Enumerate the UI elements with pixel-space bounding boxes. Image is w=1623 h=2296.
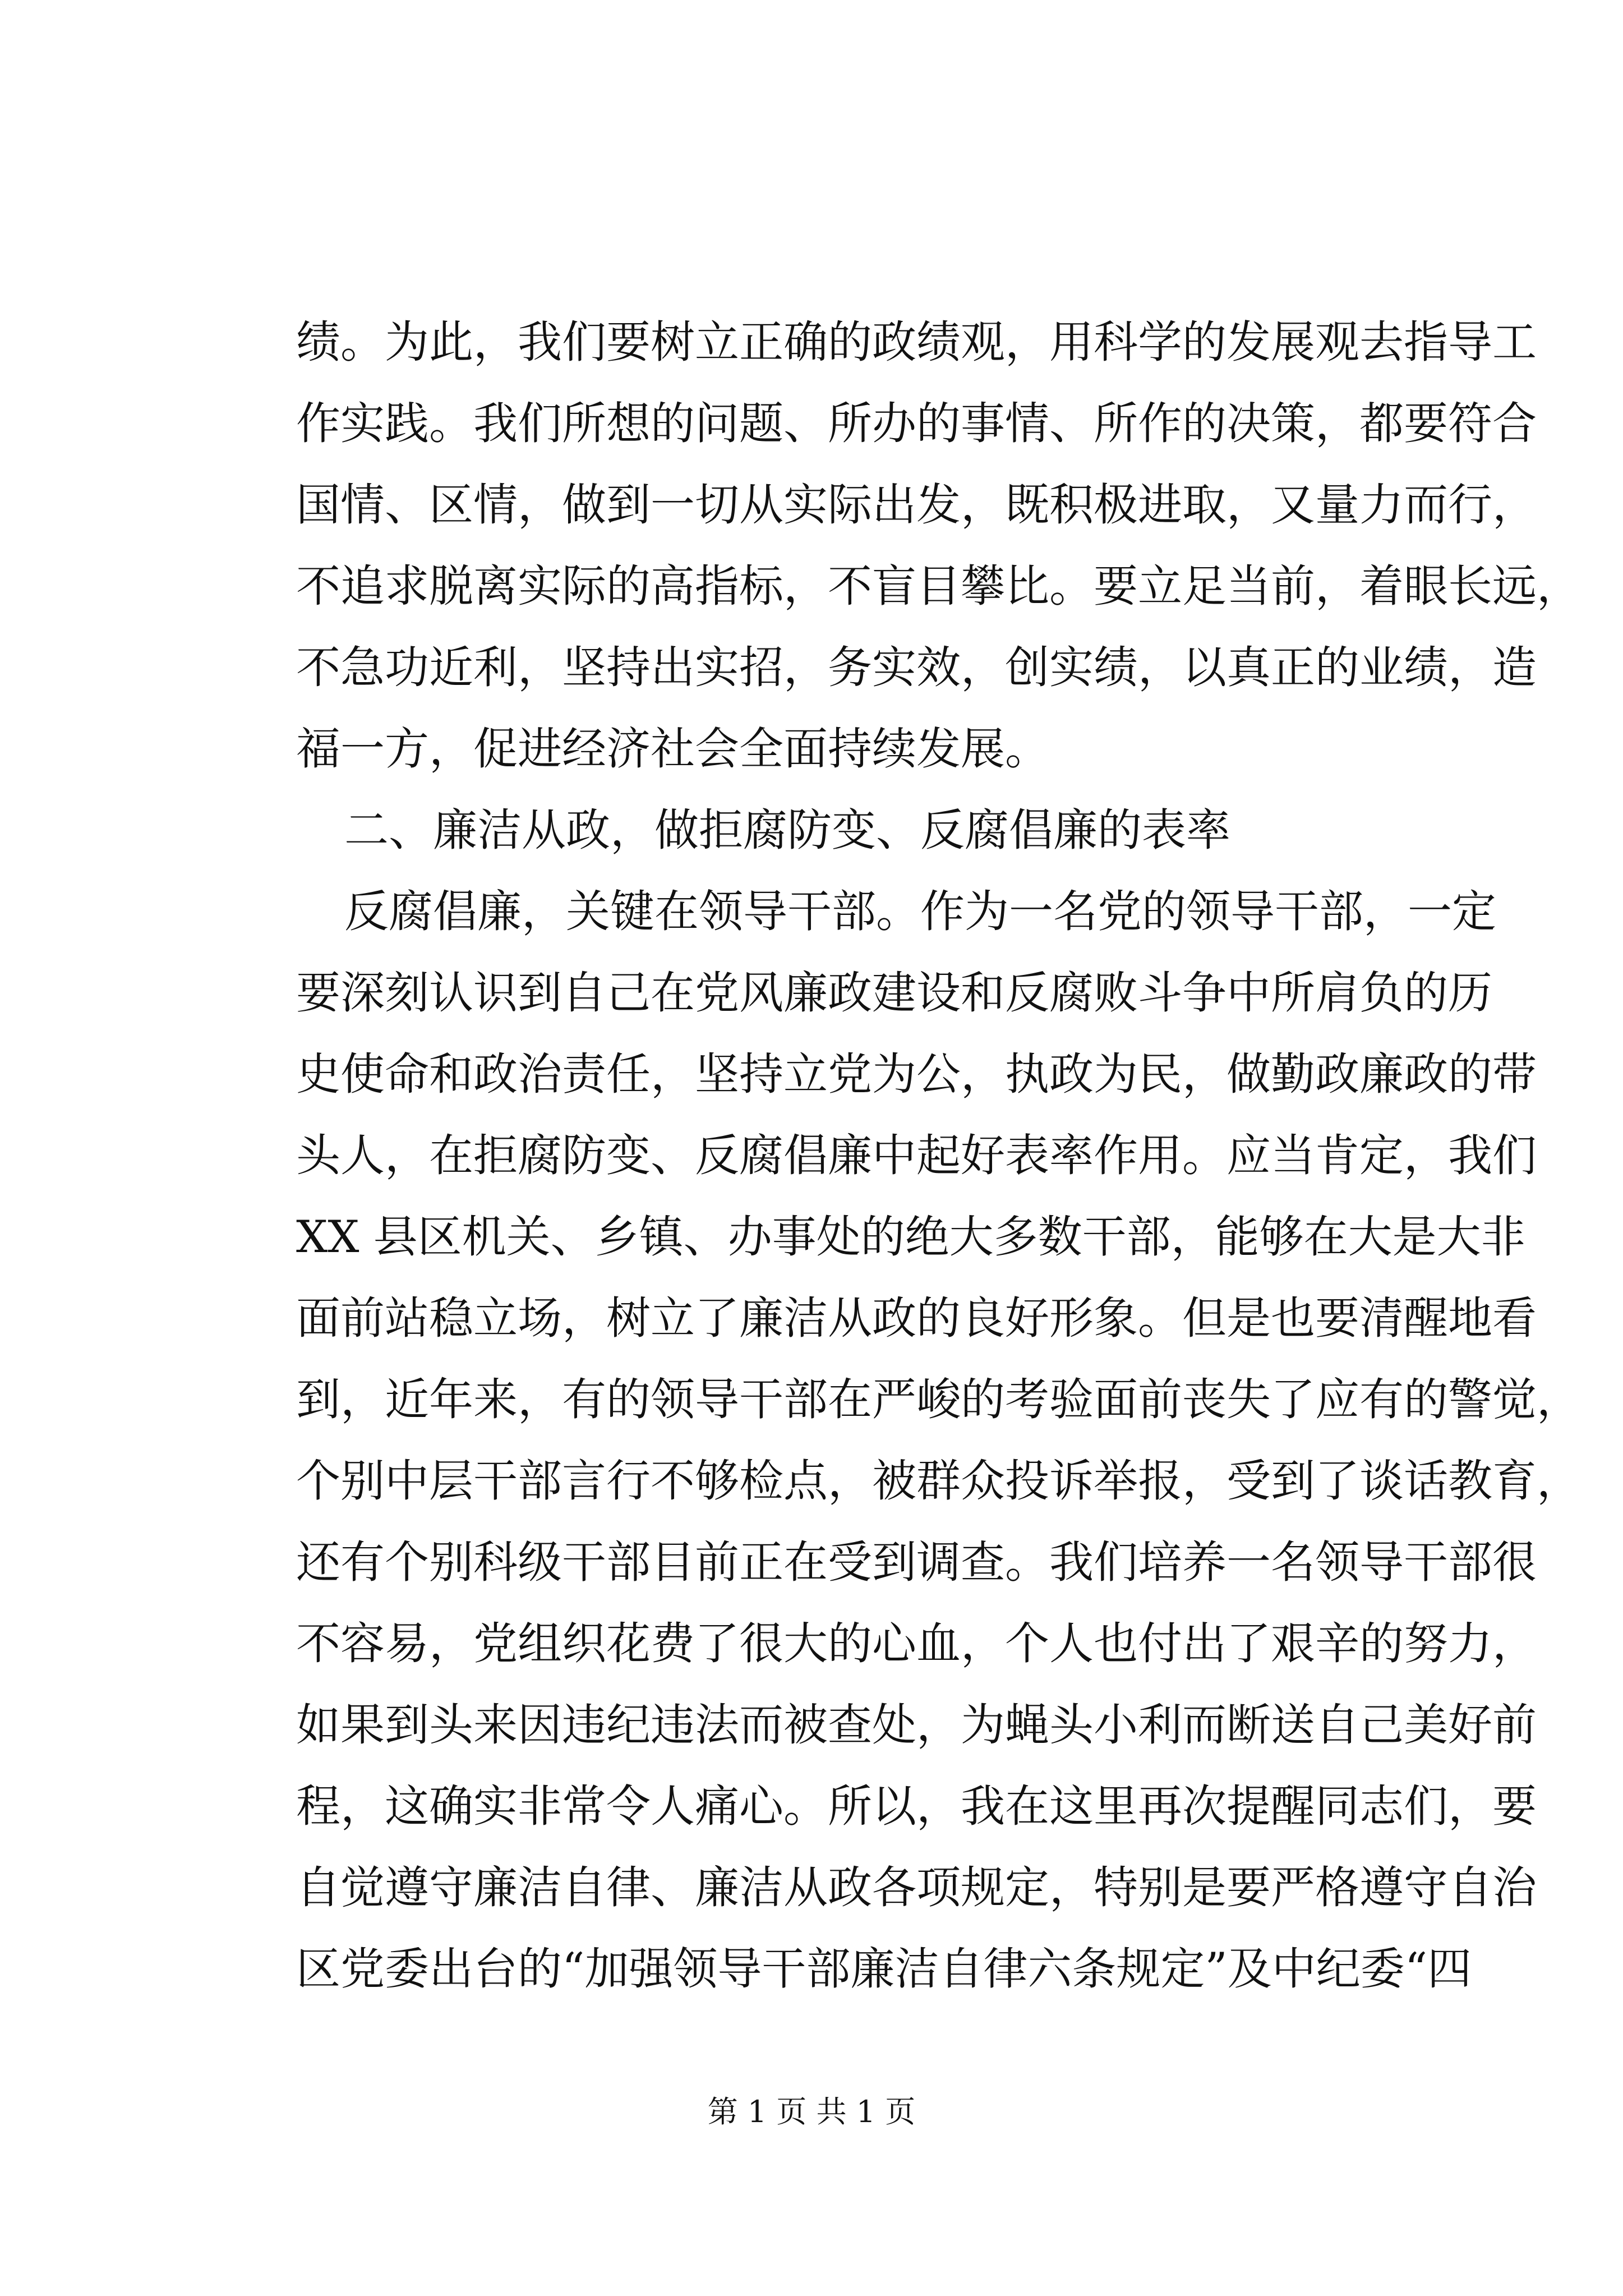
- text-line: 不容易，党组织花费了很大的心血，个人也付出了艰辛的努力，: [296, 1618, 1537, 1669]
- text-line: 如果到头来因违纪违法而被查处，为蝇头小利而断送自己美好前: [296, 1699, 1537, 1751]
- text-line: 反腐倡廉，关键在领导干部。作为一名党的领导干部，一定: [344, 886, 1496, 937]
- text-line: 自觉遵守廉洁自律、廉洁从政各项规定，特别是要严格遵守自治: [296, 1862, 1537, 1913]
- text-line: 要深刻认识到自己在党风廉政建设和反腐败斗争中所肩负的历: [296, 967, 1492, 1019]
- text-line: 作实践。我们所想的问题、所办的事情、所作的决策，都要符合: [296, 398, 1537, 449]
- text-line: 还有个别科级干部目前正在受到调查。我们培养一名领导干部很: [296, 1536, 1537, 1588]
- text-line: 史使命和政治责任，坚持立党为公，执政为民，做勤政廉政的带: [296, 1048, 1537, 1100]
- text-line: 头人，在拒腐防变、反腐倡廉中起好表率作用。应当肯定，我们: [296, 1130, 1537, 1181]
- text-line: XX 县区机关、乡镇、办事处的绝大多数干部，能够在大是大非: [296, 1211, 1525, 1263]
- text-line: 国情、区情，做到一切从实际出发，既积极进取，又量力而行，: [296, 479, 1537, 531]
- text-line: 区党委出台的“加强领导干部廉洁自律六条规定”及中纪委“四: [296, 1943, 1472, 1995]
- text-line: 程，这确实非常令人痛心。所以，我在这里再次提醒同志们，要: [296, 1780, 1537, 1832]
- text-line: 到，近年来，有的领导干部在严峻的考验面前丧失了应有的警觉，: [296, 1374, 1581, 1425]
- text-line: 福一方，促进经济社会全面持续发展。: [296, 723, 1049, 775]
- text-line: 不追求脱离实际的高指标，不盲目攀比。要立足当前，着眼长远，: [296, 560, 1581, 612]
- text-line: 不急功近利，坚持出实招，务实效，创实绩，以真正的业绩，造: [296, 642, 1537, 693]
- text-line: 个别中层干部言行不够检点，被群众投诉举报，受到了谈话教育，: [296, 1455, 1581, 1507]
- section-heading: 二、廉洁从政，做拒腐防变、反腐倡廉的表率: [344, 804, 1230, 856]
- page-footer: 第 1 页 共 1 页: [707, 2094, 916, 2129]
- text-line: 绩。为此，我们要树立正确的政绩观，用科学的发展观去指导工: [296, 316, 1537, 368]
- text-line: 面前站稳立场，树立了廉洁从政的良好形象。但是也要清醒地看: [296, 1292, 1537, 1344]
